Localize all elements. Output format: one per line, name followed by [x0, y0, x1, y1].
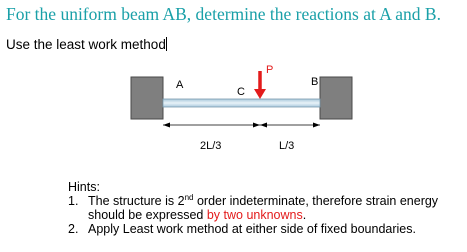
hint-text-1: [88, 194, 458, 222]
dimension-arrow-mid-right: [260, 123, 267, 128]
load-arrow-head: [254, 89, 266, 99]
hint-text-2: Apply Least work method at either side of fixed boundaries.: [88, 222, 416, 236]
hint-item-2: [68, 222, 458, 236]
page-title: For the uniform beam AB, determine the reactions at A and B.: [6, 4, 441, 24]
hint-item-1: [68, 194, 458, 222]
hint-text-1-end: .: [302, 208, 307, 222]
hint-number-1: 1.: [68, 194, 79, 208]
hint-superscript: nd: [184, 193, 194, 202]
point-label-b: B: [311, 76, 319, 88]
beam: [163, 99, 320, 107]
hint-text-1-emphasis: by two unknowns: [206, 208, 303, 222]
hints-block: [68, 180, 458, 236]
dimension-arrow-mid-left: [253, 123, 260, 128]
dimension-label-right: L/3: [279, 140, 295, 152]
hints-heading: Hints:: [68, 180, 100, 194]
dimension-arrow-right: [313, 123, 320, 128]
load-label: P: [266, 64, 274, 76]
point-label-c: C: [237, 86, 245, 98]
hint-text-1-start: The structure is 2: [88, 194, 185, 208]
hint-text-1-middle: order indeterminate, therefore strain energy should be expressed: [88, 194, 439, 222]
point-label-a: A: [176, 79, 184, 91]
right-fixed-support: [320, 77, 352, 119]
dimension-label-left: 2L/3: [200, 140, 222, 152]
dimension-arrow-left: [163, 123, 170, 128]
hint-number-2: 2.: [68, 222, 79, 236]
method-instruction-text: Use the least work method: [6, 37, 166, 52]
left-fixed-support: [131, 77, 163, 119]
